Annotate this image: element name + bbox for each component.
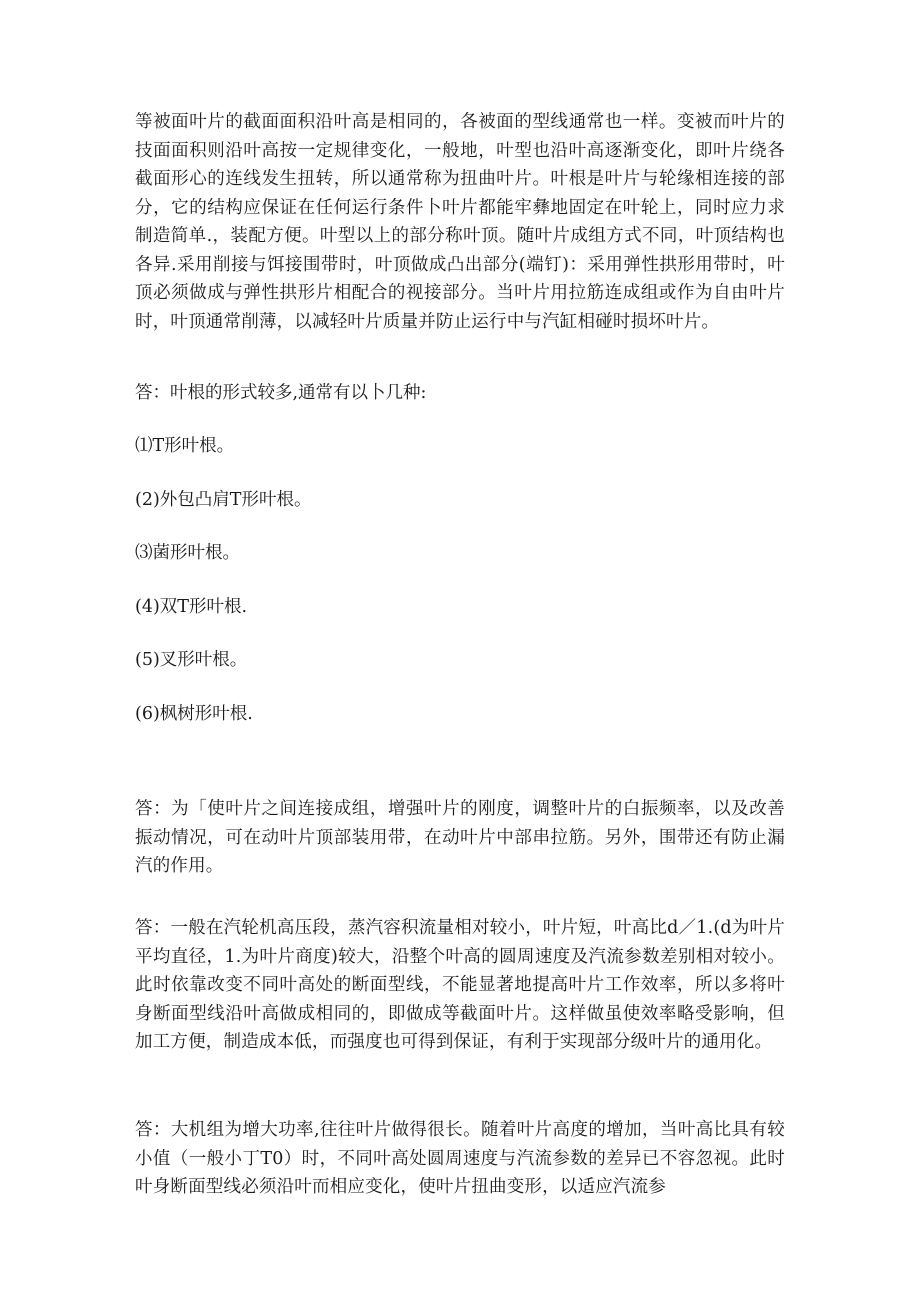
list-item-root-type-6: (6)枫树形叶根. — [135, 704, 253, 724]
list-item-root-type-3: ⑶菌形叶根。 — [135, 543, 240, 563]
paragraph-blade-root-intro: 答：叶根的形式较多,通常有以卜几种: — [135, 383, 427, 403]
paragraph-constant-section-blade: 答：一般在汽轮机高压段，蒸汽容积流量相对较小，叶片短，叶高比d／1.(d为叶片平均直径，1.为叶片商度)较大，沿整个叶高的圆周速度及汽流参数差别相对较小。此时依靠改变不同叶高处的断面型线，不能显著地提高叶片工作效率，所以多将叶身断面型线沿叶高做成相同的，即做成等截面叶片。这样做虽使效率略受影响，但加工方便，制造成本低，而强度也可得到保证，有利于实现部分级叶片的通用化。 — [135, 918, 785, 1052]
paragraph-twisted-blade: 答：大机组为增大功率,往往叶片做得很长。随着叶片高度的增加，当叶高比具有较小值（一般小丁T0）时，不同叶高处圆周速度与汽流参数的差异已不容忽视。此时叶身断面型线必须沿叶而相应变化，使叶片扭曲变形，以适应汽流参 — [135, 1120, 785, 1197]
list-item-root-type-5: (5)叉形叶根。 — [135, 650, 248, 670]
list-item-root-type-4: (4)双T形叶根. — [135, 597, 248, 617]
paragraph-shroud-lacing: 答：为「使叶片之间连接成组，增强叶片的刚度，调整叶片的白振频率，以及改善振动情况，可在动叶片顶部装用带，在动叶片中部串拉筋。另外，围带还有防止漏汽的作用。 — [135, 799, 785, 876]
paragraph-blade-structure: 等被面叶片的截面面积沿叶高是相同的，各被面的型线通常也一样。变被而叶片的技面面积则沿叶高按一定规律变化，一般地，叶型也沿叶高逐渐变化，即叶片绕各截面形心的连线发生扭转，所以通常称为扭曲叶片。叶根是叶片与轮缘相连接的部分，它的结构应保证在任何运行条件卜叶片都能牢彝地固定在叶轮上，同时应力求制造简单.，装配方便。叶型以上的部分称叶顶。随叶片成组方式不同，叶顶结构也各异.采用削接与饵接围带时，叶顶做成凸出部分(端钉)：采用弹性拱形用带时，叶顶必须做成与弹性拱形片相配合的视接部分。当叶片用拉筋连成组或作为自由叶片时，叶顶通常削薄，以减轻叶片质量并防止运行中与汽缸相碰时损坏叶片。 — [135, 112, 785, 332]
list-item-root-type-1: ⑴T形叶根。 — [135, 436, 235, 456]
list-item-root-type-2: (2)外包凸肩T形叶根。 — [135, 490, 312, 510]
